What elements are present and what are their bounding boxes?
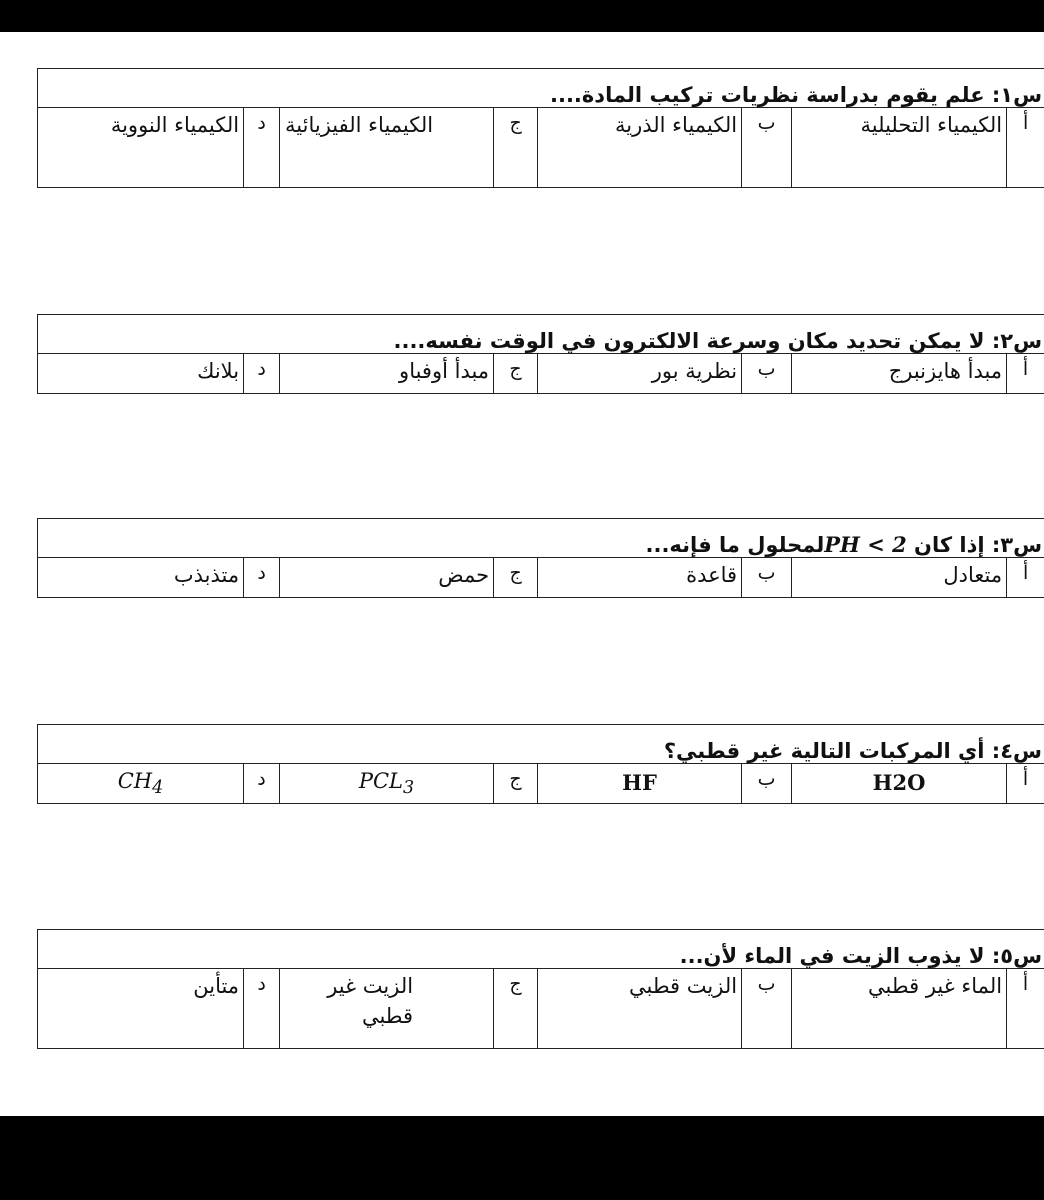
option-c-text: الكيمياء الفيزيائية	[280, 108, 494, 188]
question-1-text	[38, 69, 1044, 108]
option-d-letter: د	[244, 108, 280, 188]
question-5-label: س٥:	[991, 944, 1043, 968]
question-4-stem: أي المركبات التالية غير قطبي؟	[663, 739, 985, 763]
option-d-letter: د	[244, 558, 280, 598]
question-2-stem: لا يمكن تحديد مكان وسرعة الالكترون في الوقت نفسه....	[393, 329, 985, 353]
question-3-stem-after: لمحلول ما فإنه...	[645, 533, 825, 557]
question-4	[37, 724, 1044, 804]
question-3-stem-before: إذا كان	[914, 533, 985, 557]
bottom-black-bar	[0, 1116, 1044, 1200]
question-4-label: س٤:	[991, 739, 1043, 763]
option-b-text: الكيمياء الذرية	[538, 108, 742, 188]
question-1	[37, 68, 1044, 188]
option-c-letter: ج	[494, 969, 538, 1049]
option-c-text: مبدأ أوفباو	[280, 354, 494, 394]
question-5-text	[38, 930, 1044, 969]
formula-pcl3: $PCL_3$	[358, 768, 415, 798]
option-d-letter: د	[244, 969, 280, 1049]
empty-row	[38, 394, 1044, 434]
formula-hf: HF	[622, 770, 657, 796]
option-b-letter: ب	[742, 558, 792, 598]
formula-h2o: H2O	[872, 770, 926, 796]
option-d-text: بلانك	[38, 354, 244, 394]
question-3-label: س٣:	[991, 533, 1043, 557]
question-5	[37, 929, 1044, 1049]
exam-sheet	[0, 32, 1044, 1116]
option-c-letter: ج	[494, 764, 538, 804]
option-d-text	[38, 764, 244, 804]
option-b-text: الزيت قطبي	[538, 969, 742, 1049]
question-2-text	[38, 315, 1044, 354]
option-a-text: الكيمياء التحليلية	[792, 108, 1007, 188]
option-a-text: مبدأ هايزنبرج	[792, 354, 1007, 394]
option-d-letter: د	[244, 764, 280, 804]
top-black-bar	[0, 0, 1044, 32]
question-4-text	[38, 725, 1044, 764]
option-c-letter: ج	[494, 558, 538, 598]
option-a-text: الماء غير قطبي	[792, 969, 1007, 1049]
option-d-text: متأين	[38, 969, 244, 1049]
formula-subscript: 4	[152, 777, 164, 798]
formula-subscript: 3	[403, 777, 415, 798]
option-a-text	[792, 764, 1007, 804]
ph-expression: PH < 2	[824, 532, 907, 557]
option-b-letter: ب	[742, 354, 792, 394]
option-a-letter: أ	[1007, 764, 1044, 804]
question-2-label: س٢:	[991, 329, 1043, 353]
option-c-text: حمض	[280, 558, 494, 598]
question-3-text	[38, 519, 1044, 558]
option-b-text: قاعدة	[538, 558, 742, 598]
option-a-letter: أ	[1007, 354, 1044, 394]
option-d-letter: د	[244, 354, 280, 394]
option-d-text: متذبذب	[38, 558, 244, 598]
option-a-letter: أ	[1007, 969, 1044, 1049]
option-b-letter: ب	[742, 969, 792, 1049]
question-2	[37, 314, 1044, 434]
formula-ch4: $CH_4$	[117, 768, 164, 798]
question-1-stem: علم يقوم بدراسة نظريات تركيب المادة....	[550, 83, 985, 107]
option-a-text: متعادل	[792, 558, 1007, 598]
option-b-letter: ب	[742, 764, 792, 804]
option-b-text: نظرية بور	[538, 354, 742, 394]
option-d-text: الكيمياء النووية	[38, 108, 244, 188]
question-3	[37, 518, 1044, 598]
question-5-stem: لا يذوب الزيت في الماء لأن...	[679, 944, 985, 968]
option-a-letter: أ	[1007, 108, 1044, 188]
option-b-text	[538, 764, 742, 804]
option-a-letter: أ	[1007, 558, 1044, 598]
question-1-label: س١:	[991, 83, 1043, 107]
option-c-letter: ج	[494, 354, 538, 394]
option-b-letter: ب	[742, 108, 792, 188]
option-c-text	[280, 764, 494, 804]
option-c-letter: ج	[494, 108, 538, 188]
option-c-text: الزيت غير قطبي	[280, 969, 494, 1049]
